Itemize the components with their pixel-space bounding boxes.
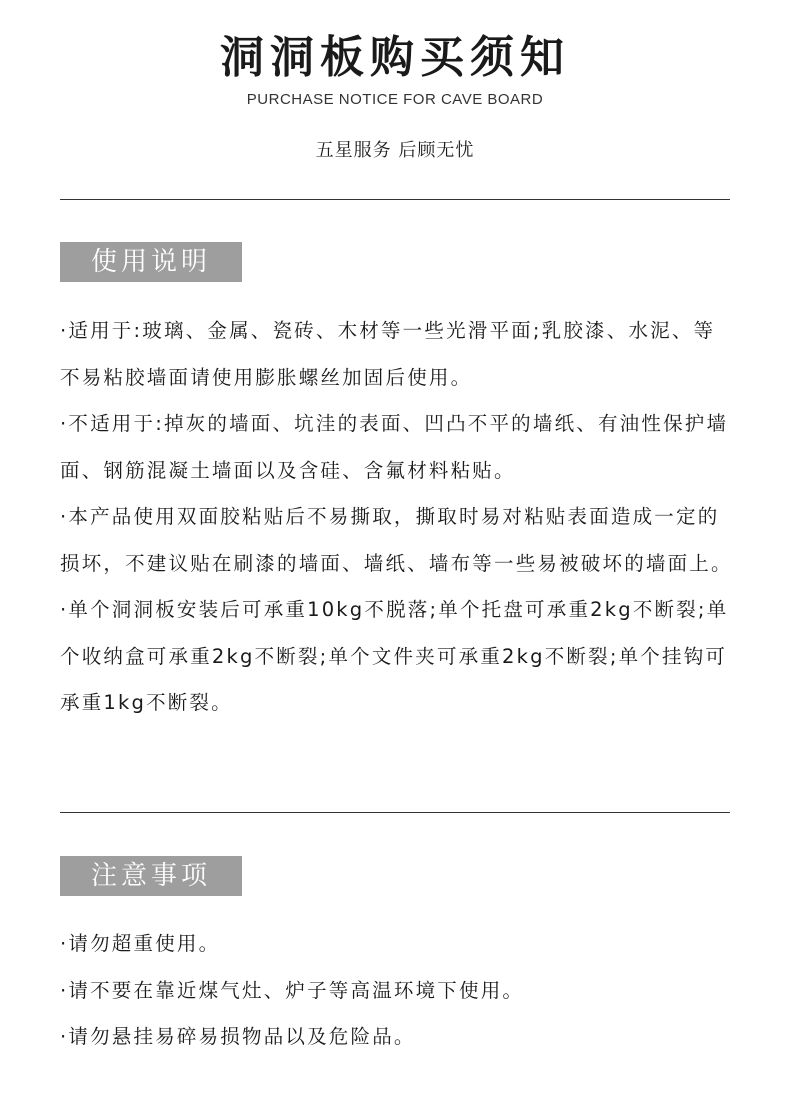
caution-section-heading: 注意事项 — [60, 856, 242, 896]
usage-item: ·单个洞洞板安装后可承重10kg不脱落;单个托盘可承重2kg不断裂;单个收纳盒可承重2kg不断裂;单个文件夹可承重2kg不断裂;单个挂钩可承重1kg不断裂。 — [60, 598, 729, 714]
usage-item: ·适用于:玻璃、金属、瓷砖、木材等一些光滑平面;乳胶漆、水泥、等不易粘胶墙面请使用膨胀螺丝加固后使用。 — [60, 319, 716, 389]
usage-item: ·本产品使用双面胶粘贴后不易撕取，撕取时易对粘贴表面造成一定的损坏，不建议贴在刷漆的墙面、墙纸、墙布等一些易被破坏的墙面上。 — [60, 505, 733, 575]
caution-item: ·请勿超重使用。 — [60, 932, 221, 955]
service-tagline: 五星服务 后顾无忧 — [315, 140, 475, 161]
usage-section-heading: 使用说明 — [60, 242, 242, 282]
caution-item: ·请不要在靠近煤气灶、炉子等高温环境下使用。 — [60, 978, 525, 1002]
middle-divider — [60, 812, 730, 813]
caution-item: ·请勿悬挂易碎易损物品以及危险品。 — [60, 1025, 416, 1048]
usage-item: ·不适用于:掉灰的墙面、坑洼的表面、凹凸不平的墙纸、有油性保护墙面、钢筋混凝土墙面以及含硅、含氟材料粘贴。 — [60, 412, 729, 482]
usage-list — [60, 308, 734, 727]
page-title: 洞洞板购买须知 — [220, 32, 570, 83]
caution-list — [60, 921, 734, 1061]
top-divider — [60, 199, 730, 200]
page-subtitle: PURCHASE NOTICE FOR CAVE BOARD — [246, 91, 544, 108]
